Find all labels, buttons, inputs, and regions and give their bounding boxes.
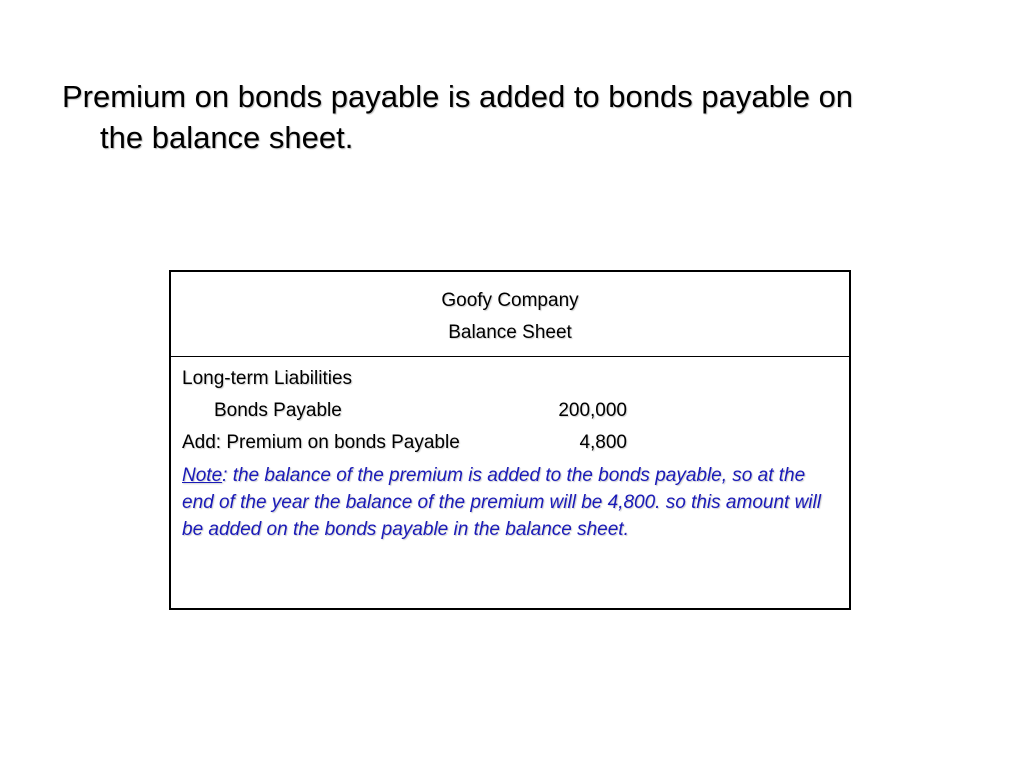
- statement-line-1: Premium on bonds payable is added to bonds payable on: [62, 79, 854, 114]
- sheet-title: Balance Sheet: [448, 322, 572, 343]
- statement-line-2: the balance sheet.: [100, 120, 354, 155]
- note-label: Note: [182, 465, 223, 486]
- slide-statement: [62, 76, 962, 158]
- company-name: Goofy Company: [441, 290, 579, 311]
- bonds-payable-amount: 200,000: [558, 400, 627, 421]
- premium-row: [182, 432, 849, 464]
- section-heading-row: [182, 368, 849, 400]
- note-text: : the balance of the premium is added to the bonds payable, so at the end of the year the balance of the premium will be 4,800. so this amount will be added on the bonds payable in the balance sheet.: [182, 465, 821, 540]
- note-paragraph: [182, 462, 849, 543]
- bonds-payable-label: Bonds Payable: [214, 400, 342, 421]
- balance-sheet-box: [169, 270, 851, 610]
- premium-label: Add: Premium on bonds Payable: [182, 432, 460, 453]
- balance-sheet-header: [171, 272, 849, 357]
- premium-amount: 4,800: [579, 432, 627, 453]
- bonds-payable-row: [182, 400, 849, 432]
- section-heading: Long-term Liabilities: [182, 368, 353, 389]
- balance-sheet-body: [171, 357, 849, 543]
